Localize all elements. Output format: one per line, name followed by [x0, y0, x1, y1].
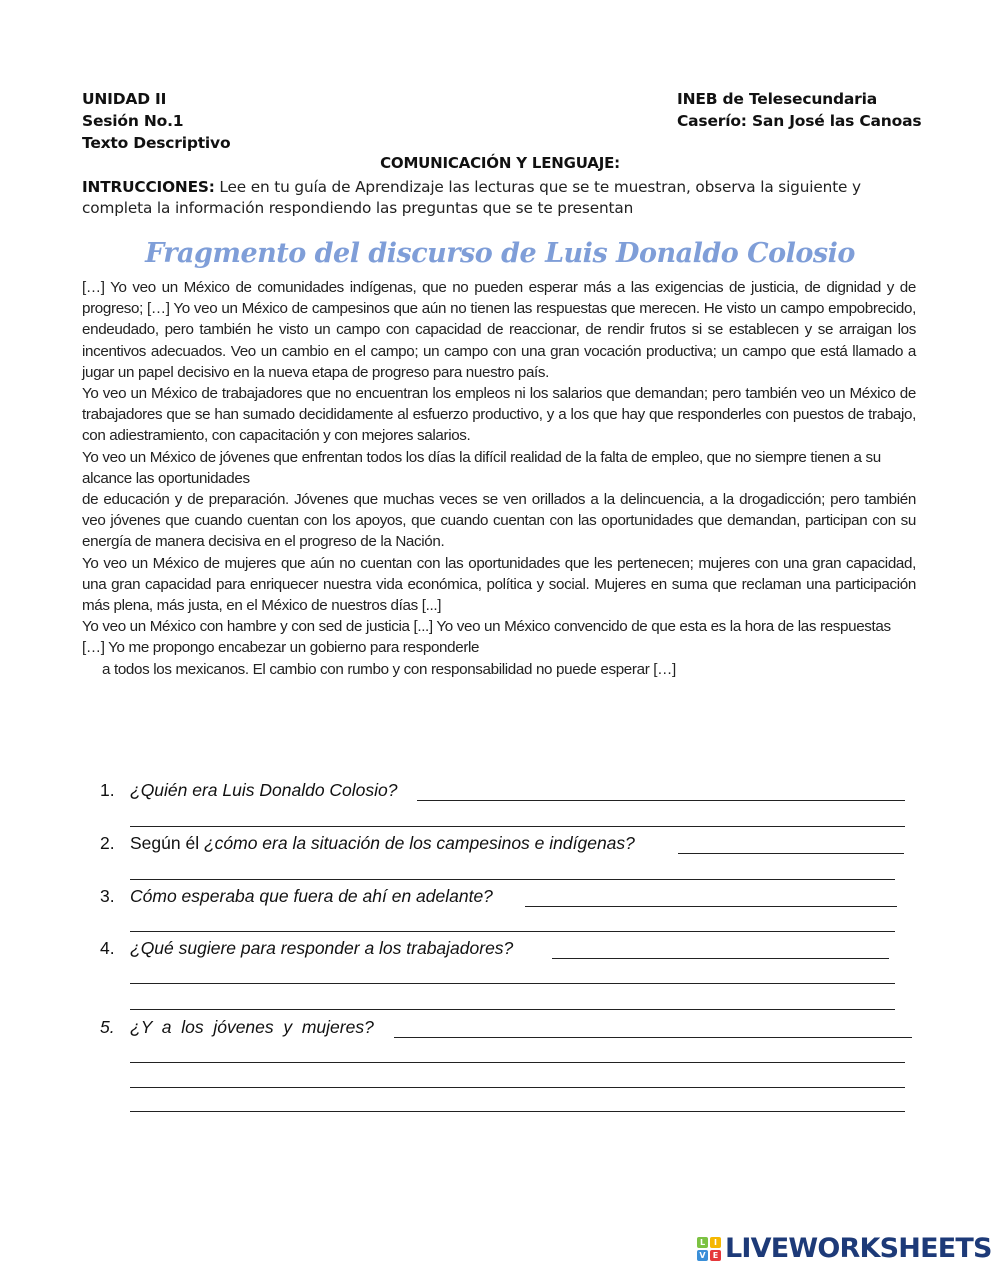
answer-line[interactable] [130, 983, 895, 984]
question-number: 1. [100, 780, 115, 800]
instructions-label: INTRUCCIONES: [82, 178, 215, 196]
paragraph: Yo veo un México con hambre y con sed de justicia [...] Yo veo un México convencido de que esta es la hora de las respuestas […] Yo me propongo encabezar un gobierno para responderle [82, 618, 891, 657]
answer-line[interactable] [130, 1009, 895, 1010]
question-4 [100, 938, 513, 959]
answer-line[interactable] [130, 1111, 905, 1112]
paragraph: Yo veo un México de jóvenes que enfrentan todos los días la difícil realidad de la falta de empleo, que no siempre tienen a su alcance las oportunidades [82, 448, 881, 487]
answer-line[interactable] [525, 906, 897, 907]
paragraph: Yo veo un México de mujeres que aún no cuentan con las oportunidades que les pertenecen; mujeres con una gran capacidad, una gran capacidad para enriquecer nuestra vida económica, política y social. Mujeres en suma que reclaman una participación más plena, más justa, en el México de nuestros días [...] [82, 554, 916, 615]
question-number: 2. [100, 833, 115, 853]
answer-line[interactable] [552, 958, 889, 959]
question-text: ¿Quién era Luis Donaldo Colosio? [130, 780, 398, 800]
header-left [82, 88, 230, 154]
question-number: 3. [100, 886, 115, 906]
session-label: Sesión No.1 [82, 112, 184, 130]
answer-line[interactable] [394, 1037, 912, 1038]
school-name: INEB de Telesecundaria [677, 90, 877, 108]
reading-title: Fragmento del discurso de Luis Donaldo Colosio [145, 238, 855, 269]
live-blocks-icon [697, 1237, 721, 1261]
logo-block: I [710, 1237, 721, 1248]
answer-line[interactable] [417, 800, 905, 801]
question-text: ¿Y a los jóvenes y mujeres? [130, 1017, 374, 1037]
answer-line[interactable] [130, 879, 895, 880]
paragraph: […] Yo veo un México de comunidades indígenas, que no pueden esperar más a las exigencias de justicia, de dignidad y de progreso; […] Yo veo un México de campesinos que aún no tienen las respuestas que merecen. He visto un campo empobrecido, endeudado, pero también he visto un campo con capacidad de reaccionar, de rendir frutos si se establecen y se arraigan los incentivos adecuados. Veo un cambio en el campo; un campo con una gran vocación productiva; un campo que está llamado a jugar un papel decisivo en la nueva etapa de progreso para nuestro país. [82, 279, 916, 381]
header-right [677, 88, 921, 132]
liveworksheets-logo[interactable] [697, 1233, 992, 1264]
paragraph: a todos los mexicanos. El cambio con rumbo y con responsabilidad no puede esperar […] [102, 660, 676, 678]
text-type-label: Texto Descriptivo [82, 134, 231, 152]
logo-block: V [697, 1250, 708, 1261]
logo-block: E [710, 1250, 721, 1261]
subject-title: COMUNICACIÓN Y LENGUAJE: [380, 154, 620, 172]
answer-line[interactable] [130, 826, 905, 827]
answer-line[interactable] [130, 931, 895, 932]
answer-line[interactable] [130, 1062, 905, 1063]
question-2 [100, 833, 635, 854]
instructions-text: Lee en tu guía de Aprendizaje las lecturas que se te muestran, observa la siguiente y completa la información respondiendo las preguntas que se te presentan [82, 178, 861, 217]
question-text: ¿Qué sugiere para responder a los trabajadores? [130, 938, 514, 958]
paragraph: Yo veo un México de trabajadores que no encuentran los empleos ni los salarios que demandan; pero también veo un México de trabajadores que se han sumado decididamente al esfuerzo productivo, y a los que hay que responderles con puestos de trabajo, con adiestramiento, con capacitación y con mejores salarios. [82, 385, 916, 445]
paragraph: de educación y de preparación. Jóvenes que muchas veces se ven orillados a la delincuencia, a la drogadicción; pero también veo jóvenes que cuando cuentan con los apoyos, que cuando cuentan con las oportunidades que demandan, participan con su energía de manera decisiva en el progreso de la Nación. [82, 491, 916, 551]
question-text: Cómo esperaba que fuera de ahí en adelante? [130, 886, 493, 906]
logo-block: L [697, 1237, 708, 1248]
answer-line[interactable] [678, 853, 904, 854]
question-number: 4. [100, 938, 115, 958]
question-text: ¿cómo era la situación de los campesinos e indígenas? [203, 833, 635, 853]
question-prefix: Según él [130, 833, 204, 853]
logo-text: LIVEWORKSHEETS [725, 1233, 992, 1264]
unit-label: UNIDAD II [82, 90, 167, 108]
question-1 [100, 780, 398, 801]
question-3 [100, 886, 493, 907]
reading-text [82, 277, 916, 680]
instructions [82, 177, 917, 219]
answer-line[interactable] [130, 1087, 905, 1088]
question-number: 5. [100, 1017, 115, 1037]
school-location: Caserío: San José las Canoas [677, 112, 922, 130]
question-5 [100, 1017, 374, 1038]
